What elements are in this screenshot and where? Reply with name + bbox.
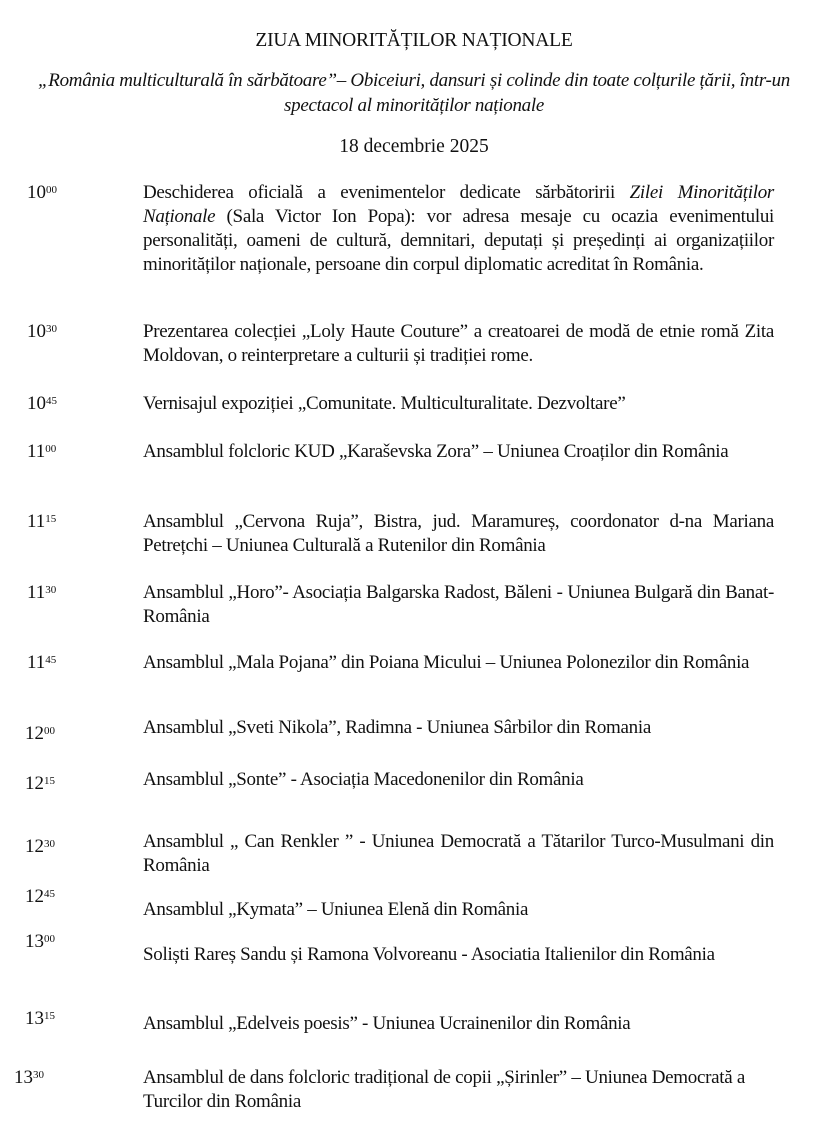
item-description: Ansamblul „Edelveis poesis” - Uniunea Ucrainenilor din România	[143, 1013, 631, 1034]
item-description: Ansamblul folcloric KUD „Karaševska Zora” – Uniunea Croaților din România	[143, 441, 729, 462]
time-hour: 12	[25, 723, 44, 744]
time-label	[27, 581, 56, 605]
time-hour: 10	[27, 393, 46, 414]
time-label	[14, 1066, 44, 1090]
item-description: Ansamblul „Kymata” – Uniunea Elenă din România	[143, 899, 529, 920]
time-hour: 13	[14, 1067, 33, 1088]
item-description	[143, 181, 774, 277]
desc-text: Deschiderea oficială a evenimentelor dedicate sărbătoririi	[143, 182, 630, 203]
time-hour: 12	[25, 773, 44, 794]
time-hour: 11	[27, 511, 46, 532]
desc-italic-text: Zilei Minorităților Naționale	[143, 182, 775, 227]
time-label	[25, 722, 55, 746]
item-description: Ansamblul „Horo”- Asociația Balgarska Radost, Băleni - Uniunea Bulgară din Banat-România	[143, 582, 774, 627]
time-hour: 13	[25, 931, 44, 952]
item-description: Ansamblul „Sveti Nikola”, Radimna - Uniunea Sârbilor din Romania	[143, 717, 651, 738]
time-minute: 00	[46, 184, 57, 196]
item-description: Ansamblul „Cervona Ruja”, Bistra, jud. Maramureș, coordonator d-na Mariana Petrețchi – Uniunea Culturală a Rutenilor din România	[143, 511, 774, 556]
time-minute: 30	[46, 323, 57, 335]
time-label	[25, 835, 55, 859]
item-description: Ansamblul de dans folcloric tradițional de copii „Șirinler” – Uniunea Democrată a Turcilor din România	[143, 1067, 745, 1112]
time-minute: 15	[44, 1010, 55, 1022]
time-hour: 10	[27, 321, 46, 342]
time-minute: 45	[46, 395, 57, 407]
time-label	[25, 772, 55, 796]
time-minute: 30	[45, 584, 57, 596]
time-label	[27, 440, 56, 464]
time-hour: 11	[27, 582, 46, 603]
time-minute: 30	[44, 838, 55, 850]
item-description: Prezentarea colecției „Loly Haute Couture” a creatoarei de modă de etnie romă Zita Moldovan, o reinterpretare a culturii și tradiției rome.	[143, 321, 774, 366]
item-description: Ansamblul „ Can Renkler ” - Uniunea Democrată a Tătarilor Turco-Musulmani din România	[143, 831, 774, 876]
time-hour: 11	[27, 441, 46, 462]
time-hour: 12	[25, 886, 44, 907]
time-hour: 10	[27, 182, 46, 203]
time-hour: 12	[25, 836, 44, 857]
item-description: Soliști Rareș Sandu și Ramona Volvoreanu - Asociatia Italienilor din România	[143, 944, 715, 965]
item-description: Ansamblul „Sonte” - Asociația Macedonenilor din România	[143, 769, 584, 790]
time-label	[27, 320, 57, 344]
time-label	[27, 181, 57, 205]
time-minute: 45	[45, 654, 57, 666]
time-hour: 11	[27, 652, 46, 673]
time-minute: 00	[44, 725, 55, 737]
time-label	[25, 1007, 55, 1031]
time-label	[25, 930, 55, 954]
document-subtitle: „România multiculturală în sărbătoare”– Obiceiuri, dansuri și colinde din toate colțurile țării, într-un spectacol al minorităților naționale	[38, 70, 790, 116]
time-label	[27, 392, 57, 416]
time-minute: 45	[44, 888, 55, 900]
item-description: Ansamblul „Mala Pojana” din Poiana Micului – Uniunea Polonezilor din România	[143, 652, 750, 673]
time-minute: 00	[44, 933, 55, 945]
desc-text: (Sala Victor Ion Popa): vor adresa mesaje cu ocazia evenimentului personalități, oameni de cultură, demnitari, deputați și președinți ai organizațiilor minorităților naționale, persoane din corpul diplomatic acreditat în România.	[143, 206, 774, 275]
time-minute: 00	[45, 443, 57, 455]
time-label	[27, 510, 56, 534]
time-label	[25, 885, 55, 909]
item-description: Vernisajul expoziției „Comunitate. Multiculturalitate. Dezvoltare”	[143, 393, 626, 414]
time-minute: 15	[45, 513, 57, 525]
document-title: ZIUA MINORITĂȚILOR NAȚIONALE	[255, 30, 573, 51]
time-label	[27, 651, 56, 675]
time-minute: 15	[44, 775, 55, 787]
event-date: 18 decembrie 2025	[339, 136, 489, 157]
time-hour: 13	[25, 1008, 44, 1029]
time-minute: 30	[33, 1069, 44, 1081]
